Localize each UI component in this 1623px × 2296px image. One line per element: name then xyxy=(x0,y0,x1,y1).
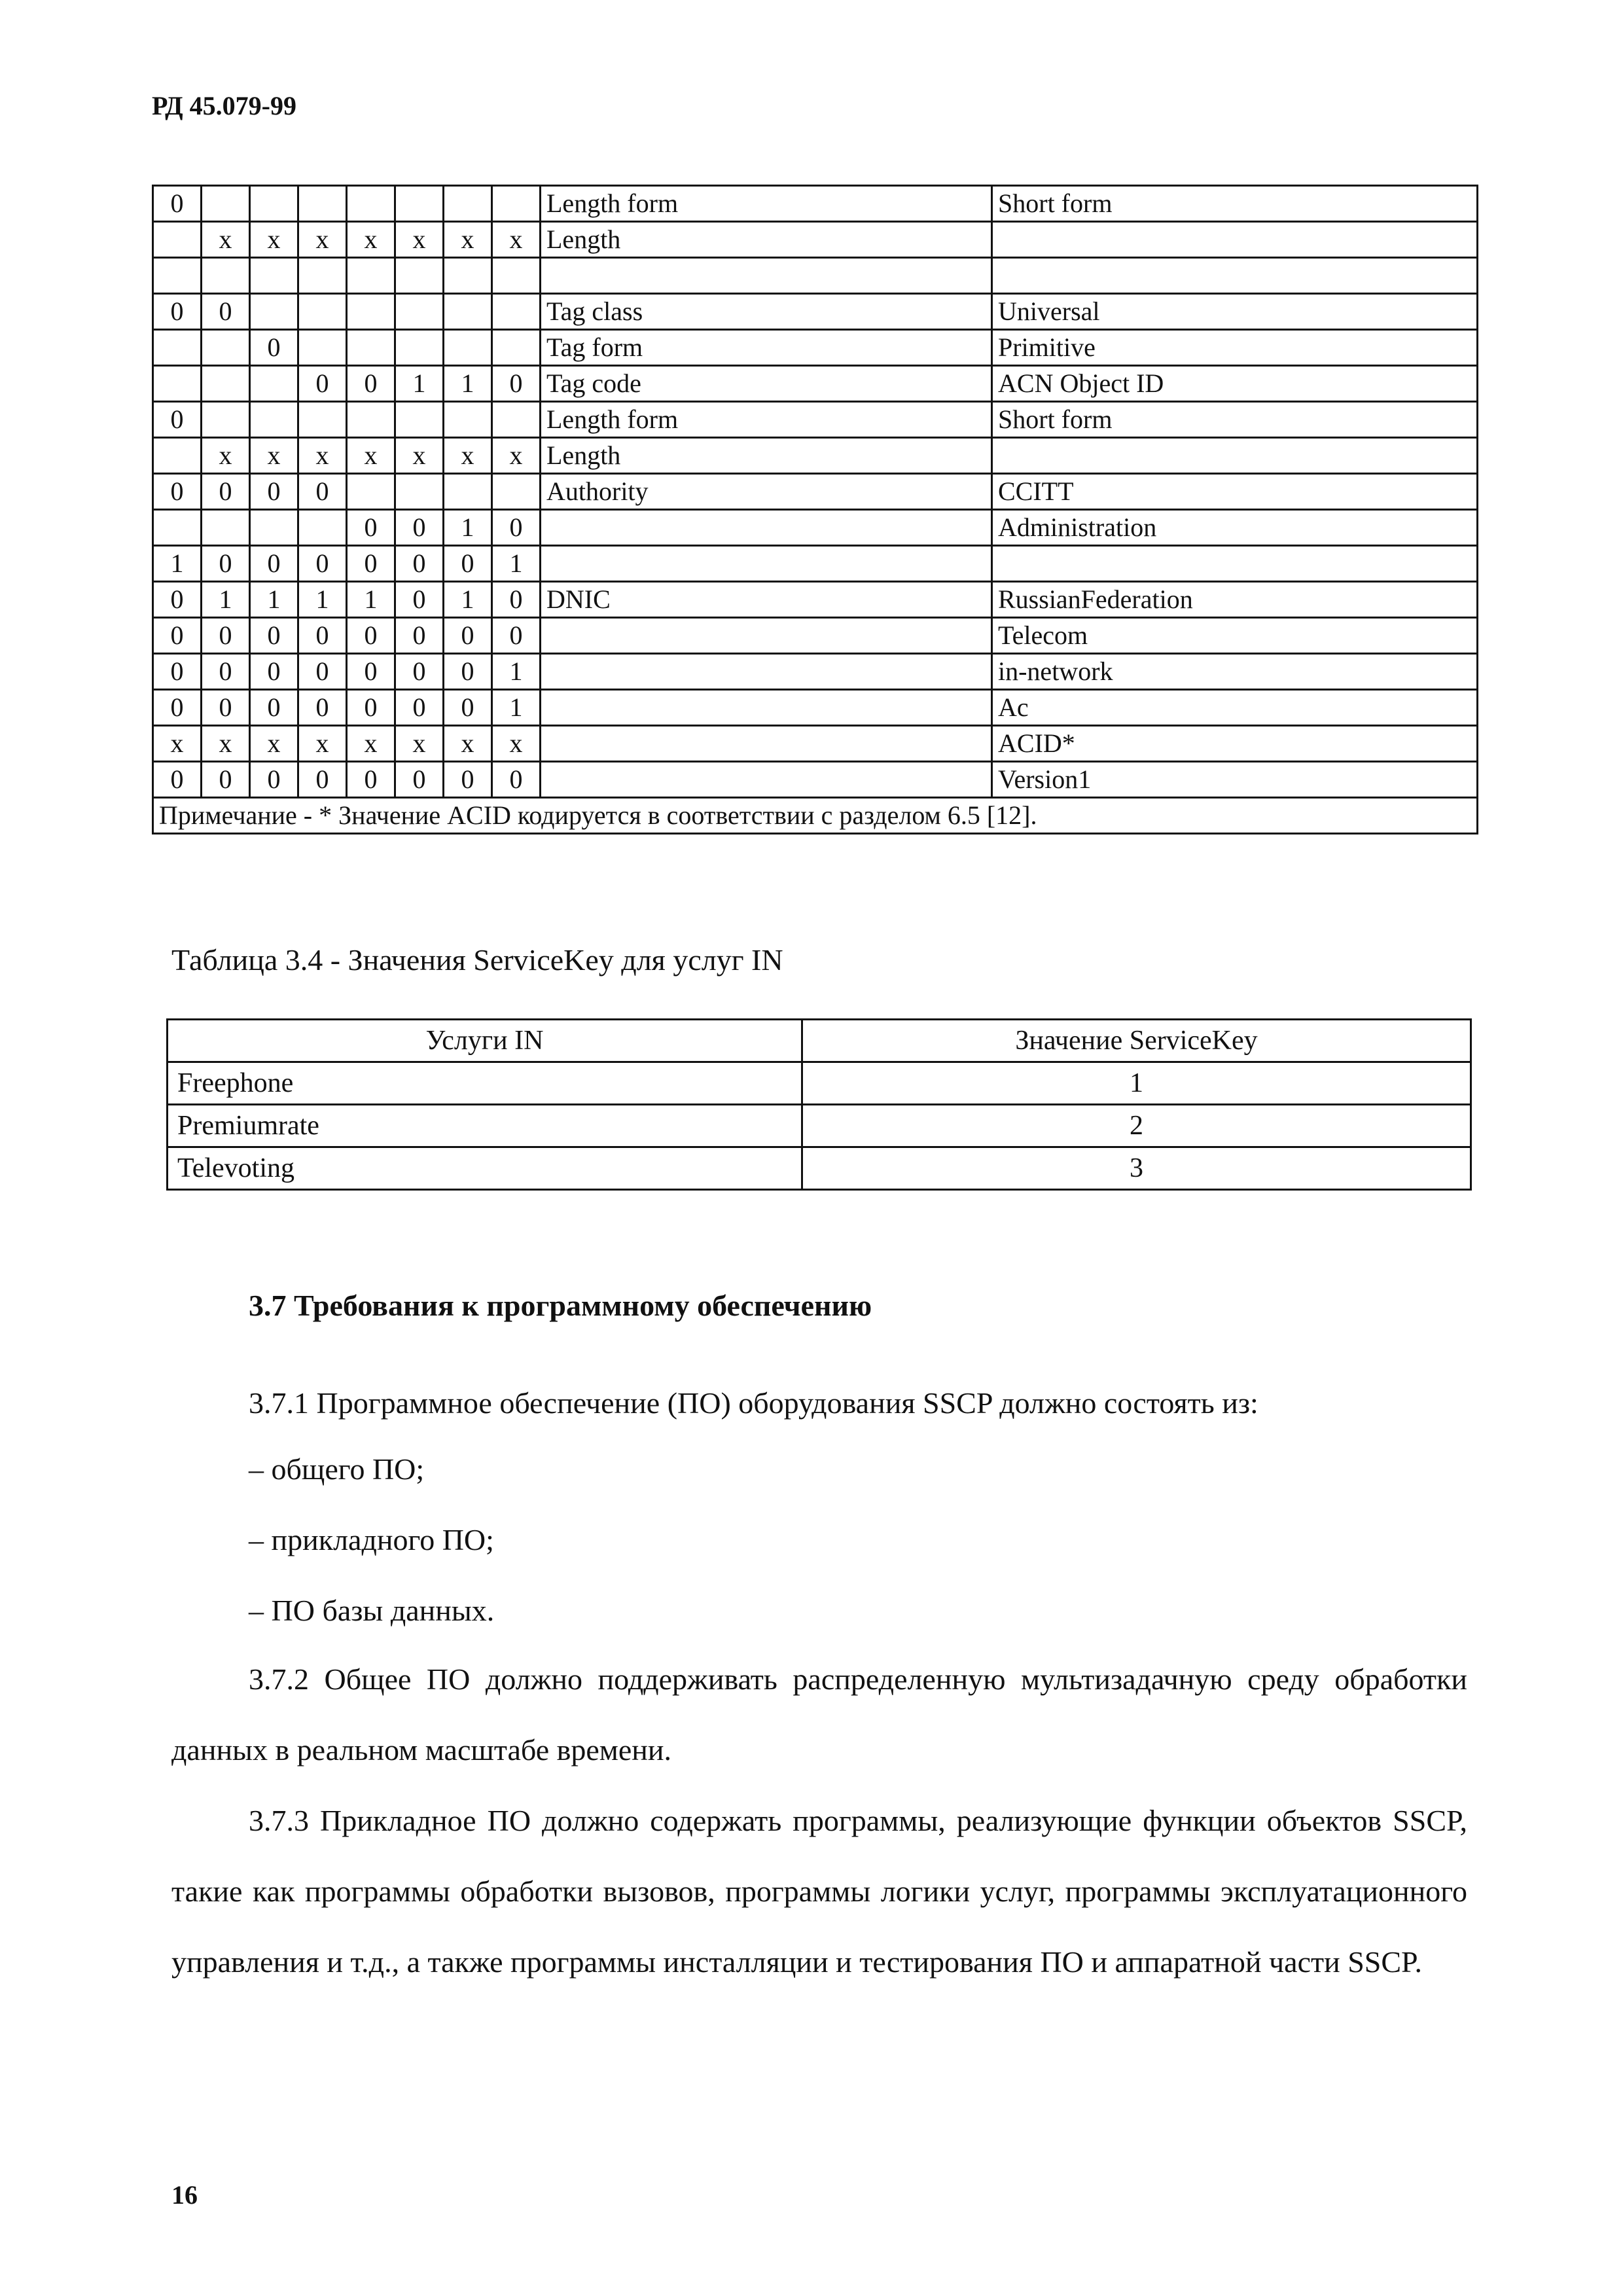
table-row xyxy=(153,618,1478,654)
bit-cell xyxy=(492,258,541,294)
bit-cell: 1 xyxy=(444,366,492,402)
bit-cell: 1 xyxy=(298,582,347,618)
bit-cell xyxy=(444,402,492,438)
bit-cell xyxy=(395,294,444,330)
table-row xyxy=(153,258,1478,294)
bit-cell xyxy=(153,366,202,402)
bit-cell xyxy=(395,402,444,438)
value-cell: in-network xyxy=(992,654,1478,690)
value-cell: Version1 xyxy=(992,762,1478,798)
service-name: Premiumrate xyxy=(168,1105,802,1147)
bit-cell: 0 xyxy=(298,762,347,798)
value-cell: RussianFederation xyxy=(992,582,1478,618)
table-row xyxy=(153,510,1478,546)
bit-cell: 0 xyxy=(202,474,250,510)
bit-cell xyxy=(298,186,347,222)
bit-cell: 0 xyxy=(347,690,395,726)
bit-cell: x xyxy=(298,726,347,762)
table-note-row xyxy=(153,798,1478,834)
value-cell: Ac xyxy=(992,690,1478,726)
bit-cell: x xyxy=(250,726,298,762)
bit-cell: 0 xyxy=(250,690,298,726)
bit-cell: 0 xyxy=(298,546,347,582)
service-key-value: 1 xyxy=(802,1062,1471,1105)
bit-cell: 0 xyxy=(492,618,541,654)
paragraph-3-7-1: 3.7.1 Программное обеспечение (ПО) оборудования SSCP должно состоять из: xyxy=(249,1386,1258,1420)
table-row xyxy=(153,366,1478,402)
value-cell: Primitive xyxy=(992,330,1478,366)
field-cell: DNIC xyxy=(541,582,992,618)
bit-cell: x xyxy=(444,222,492,258)
bit-cell xyxy=(202,330,250,366)
page-number: 16 xyxy=(171,2180,198,2210)
bit-cell xyxy=(347,186,395,222)
field-cell xyxy=(541,258,992,294)
column-header: Услуги IN xyxy=(168,1020,802,1062)
list-item: – общего ПО; xyxy=(249,1452,425,1486)
bit-cell xyxy=(395,330,444,366)
bit-cell: 0 xyxy=(153,762,202,798)
table-row xyxy=(168,1062,1471,1105)
table-row xyxy=(153,222,1478,258)
value-cell xyxy=(992,438,1478,474)
bit-cell: 0 xyxy=(395,654,444,690)
table-row xyxy=(153,402,1478,438)
table-row xyxy=(168,1105,1471,1147)
bit-cell: 1 xyxy=(492,690,541,726)
bit-cell: 1 xyxy=(492,546,541,582)
service-key-value: 3 xyxy=(802,1147,1471,1190)
bit-cell: 0 xyxy=(444,690,492,726)
paragraph-3-7-2: 3.7.2 Общее ПО должно поддерживать распределенную мультизадачную среду обработки данных в реальном масштабе времени. xyxy=(171,1662,1467,1767)
paragraph-3-7-3: 3.7.3 Прикладное ПО должно содержать программы, реализующие функции объектов SSCP, такие как программы обработки вызовов, программы логики услуг, программы эксплуатационного управления и т.д., а также программы инсталляции и тестирования ПО и аппаратной части SSCP. xyxy=(171,1804,1467,1979)
bit-cell: x xyxy=(347,726,395,762)
value-cell: Short form xyxy=(992,186,1478,222)
bit-cell: 1 xyxy=(202,582,250,618)
service-name: Televoting xyxy=(168,1147,802,1190)
bit-cell: 0 xyxy=(395,762,444,798)
bit-cell: 0 xyxy=(153,474,202,510)
field-cell xyxy=(541,690,992,726)
bit-cell xyxy=(298,402,347,438)
bit-cell: x xyxy=(153,726,202,762)
bit-cell: 0 xyxy=(250,546,298,582)
table-row xyxy=(153,294,1478,330)
field-cell xyxy=(541,510,992,546)
bit-cell: x xyxy=(395,438,444,474)
bit-cell: 0 xyxy=(153,402,202,438)
bit-cell: 0 xyxy=(298,474,347,510)
table-row xyxy=(153,474,1478,510)
bit-cell: x xyxy=(492,222,541,258)
table-caption: Таблица 3.4 - Значения ServiceKey для услуг IN xyxy=(171,943,783,977)
bit-cell: 0 xyxy=(492,510,541,546)
bit-cell: 0 xyxy=(202,690,250,726)
bit-cell: 0 xyxy=(492,366,541,402)
bit-cell xyxy=(202,510,250,546)
bit-cell xyxy=(444,186,492,222)
bit-cell: 0 xyxy=(395,546,444,582)
bit-cell xyxy=(395,186,444,222)
bit-cell xyxy=(444,258,492,294)
bit-cell: 0 xyxy=(492,762,541,798)
bit-cell xyxy=(298,330,347,366)
bit-cell: 0 xyxy=(153,294,202,330)
bit-cell: 0 xyxy=(347,654,395,690)
table-row xyxy=(153,582,1478,618)
bit-cell: 0 xyxy=(298,654,347,690)
service-name: Freephone xyxy=(168,1062,802,1105)
bit-cell xyxy=(347,258,395,294)
bit-cell xyxy=(347,294,395,330)
field-cell: Length form xyxy=(541,402,992,438)
value-cell: Universal xyxy=(992,294,1478,330)
service-key-value: 2 xyxy=(802,1105,1471,1147)
bit-cell: 0 xyxy=(395,690,444,726)
bit-cell xyxy=(202,186,250,222)
bit-cell: 0 xyxy=(202,762,250,798)
table-row xyxy=(153,654,1478,690)
bit-cell: 0 xyxy=(202,618,250,654)
value-cell: CCITT xyxy=(992,474,1478,510)
bit-cell: 0 xyxy=(347,546,395,582)
bit-cell: 0 xyxy=(153,582,202,618)
table-row xyxy=(153,690,1478,726)
bit-cell xyxy=(298,294,347,330)
section-title: 3.7 Требования к программному обеспечению xyxy=(249,1289,872,1322)
value-cell: Administration xyxy=(992,510,1478,546)
bit-cell: 0 xyxy=(153,690,202,726)
bit-cell: 0 xyxy=(202,294,250,330)
bit-cell xyxy=(492,474,541,510)
bit-cell: 1 xyxy=(444,582,492,618)
bit-cell: x xyxy=(347,438,395,474)
bit-cell xyxy=(202,366,250,402)
bit-cell xyxy=(250,186,298,222)
bit-cell: x xyxy=(202,222,250,258)
bit-cell xyxy=(492,402,541,438)
value-cell: ACID* xyxy=(992,726,1478,762)
bit-cell: x xyxy=(202,438,250,474)
bit-cell xyxy=(492,186,541,222)
bit-cell: 1 xyxy=(250,582,298,618)
table-note: Примечание - * Значение ACID кодируется в соответствии с разделом 6.5 [12]. xyxy=(153,798,1478,834)
bit-cell xyxy=(153,510,202,546)
bit-cell: x xyxy=(444,438,492,474)
field-cell: Authority xyxy=(541,474,992,510)
bit-cell: 1 xyxy=(395,366,444,402)
bit-cell: x xyxy=(202,726,250,762)
bit-cell xyxy=(250,402,298,438)
bit-cell: 0 xyxy=(395,582,444,618)
column-header: Значение ServiceKey xyxy=(802,1020,1471,1062)
bit-cell xyxy=(492,294,541,330)
list-item: – прикладного ПО; xyxy=(249,1523,494,1556)
field-cell: Length xyxy=(541,222,992,258)
field-cell xyxy=(541,726,992,762)
bit-cell xyxy=(250,258,298,294)
table-row xyxy=(153,726,1478,762)
bit-cell xyxy=(153,222,202,258)
bit-cell: 0 xyxy=(444,654,492,690)
bit-cell: 0 xyxy=(347,366,395,402)
field-cell: Tag form xyxy=(541,330,992,366)
field-cell xyxy=(541,546,992,582)
bit-cell: 0 xyxy=(395,618,444,654)
bit-cell: x xyxy=(395,726,444,762)
bit-cell: x xyxy=(298,438,347,474)
field-cell: Length xyxy=(541,438,992,474)
bit-cell xyxy=(250,294,298,330)
bit-cell: x xyxy=(298,222,347,258)
bit-cell xyxy=(395,258,444,294)
bit-cell: x xyxy=(395,222,444,258)
bit-cell: x xyxy=(444,726,492,762)
bit-cell xyxy=(202,402,250,438)
value-cell xyxy=(992,546,1478,582)
bit-cell xyxy=(153,258,202,294)
field-cell: Tag class xyxy=(541,294,992,330)
bit-cell xyxy=(153,330,202,366)
bit-cell xyxy=(347,330,395,366)
field-cell: Length form xyxy=(541,186,992,222)
list-item: – ПО базы данных. xyxy=(249,1594,495,1627)
bit-cell: 0 xyxy=(298,618,347,654)
bit-cell: x xyxy=(250,222,298,258)
bit-cell: 0 xyxy=(444,618,492,654)
bit-cell: 0 xyxy=(444,762,492,798)
field-cell xyxy=(541,654,992,690)
service-key-table xyxy=(166,1018,1472,1191)
bit-cell: 0 xyxy=(347,618,395,654)
bit-cell xyxy=(395,474,444,510)
bit-cell xyxy=(202,258,250,294)
field-cell xyxy=(541,762,992,798)
bit-cell xyxy=(444,330,492,366)
field-cell xyxy=(541,618,992,654)
table-row xyxy=(153,186,1478,222)
value-cell xyxy=(992,222,1478,258)
value-cell: ACN Object ID xyxy=(992,366,1478,402)
bit-cell: 0 xyxy=(250,474,298,510)
bit-cell: 0 xyxy=(153,654,202,690)
bit-cell: 0 xyxy=(492,582,541,618)
bit-cell xyxy=(347,402,395,438)
table-header-row xyxy=(168,1020,1471,1062)
bit-cell xyxy=(298,258,347,294)
table-row xyxy=(153,438,1478,474)
bit-cell: x xyxy=(250,438,298,474)
bit-cell: 0 xyxy=(250,654,298,690)
bit-cell: 0 xyxy=(347,762,395,798)
bit-cell: 0 xyxy=(298,690,347,726)
bit-cell: 0 xyxy=(202,546,250,582)
table-row xyxy=(168,1147,1471,1190)
bit-cell: x xyxy=(347,222,395,258)
bit-cell: 1 xyxy=(347,582,395,618)
bit-cell: 1 xyxy=(444,510,492,546)
bit-cell xyxy=(250,366,298,402)
bit-cell: 0 xyxy=(298,366,347,402)
bit-cell: 0 xyxy=(395,510,444,546)
bit-cell: 0 xyxy=(153,618,202,654)
bit-cell xyxy=(298,510,347,546)
value-cell: Short form xyxy=(992,402,1478,438)
value-cell: Telecom xyxy=(992,618,1478,654)
bit-cell xyxy=(492,330,541,366)
bit-cell: 0 xyxy=(202,654,250,690)
bit-cell: 0 xyxy=(153,186,202,222)
bit-cell: 0 xyxy=(250,618,298,654)
table-row xyxy=(153,762,1478,798)
bit-cell xyxy=(250,510,298,546)
table-row xyxy=(153,330,1478,366)
table-row xyxy=(153,546,1478,582)
bit-cell xyxy=(444,474,492,510)
bit-cell: x xyxy=(492,726,541,762)
bits-encoding-table xyxy=(152,185,1478,834)
bit-cell: 0 xyxy=(250,330,298,366)
bit-cell: 0 xyxy=(444,546,492,582)
value-cell xyxy=(992,258,1478,294)
bit-cell: 1 xyxy=(153,546,202,582)
bit-cell: 0 xyxy=(250,762,298,798)
bit-cell: 0 xyxy=(347,510,395,546)
document-header: РД 45.079-99 xyxy=(152,91,296,120)
field-cell: Tag code xyxy=(541,366,992,402)
bit-cell: 1 xyxy=(492,654,541,690)
bit-cell: x xyxy=(492,438,541,474)
bit-cell xyxy=(347,474,395,510)
bit-cell xyxy=(444,294,492,330)
bit-cell xyxy=(153,438,202,474)
